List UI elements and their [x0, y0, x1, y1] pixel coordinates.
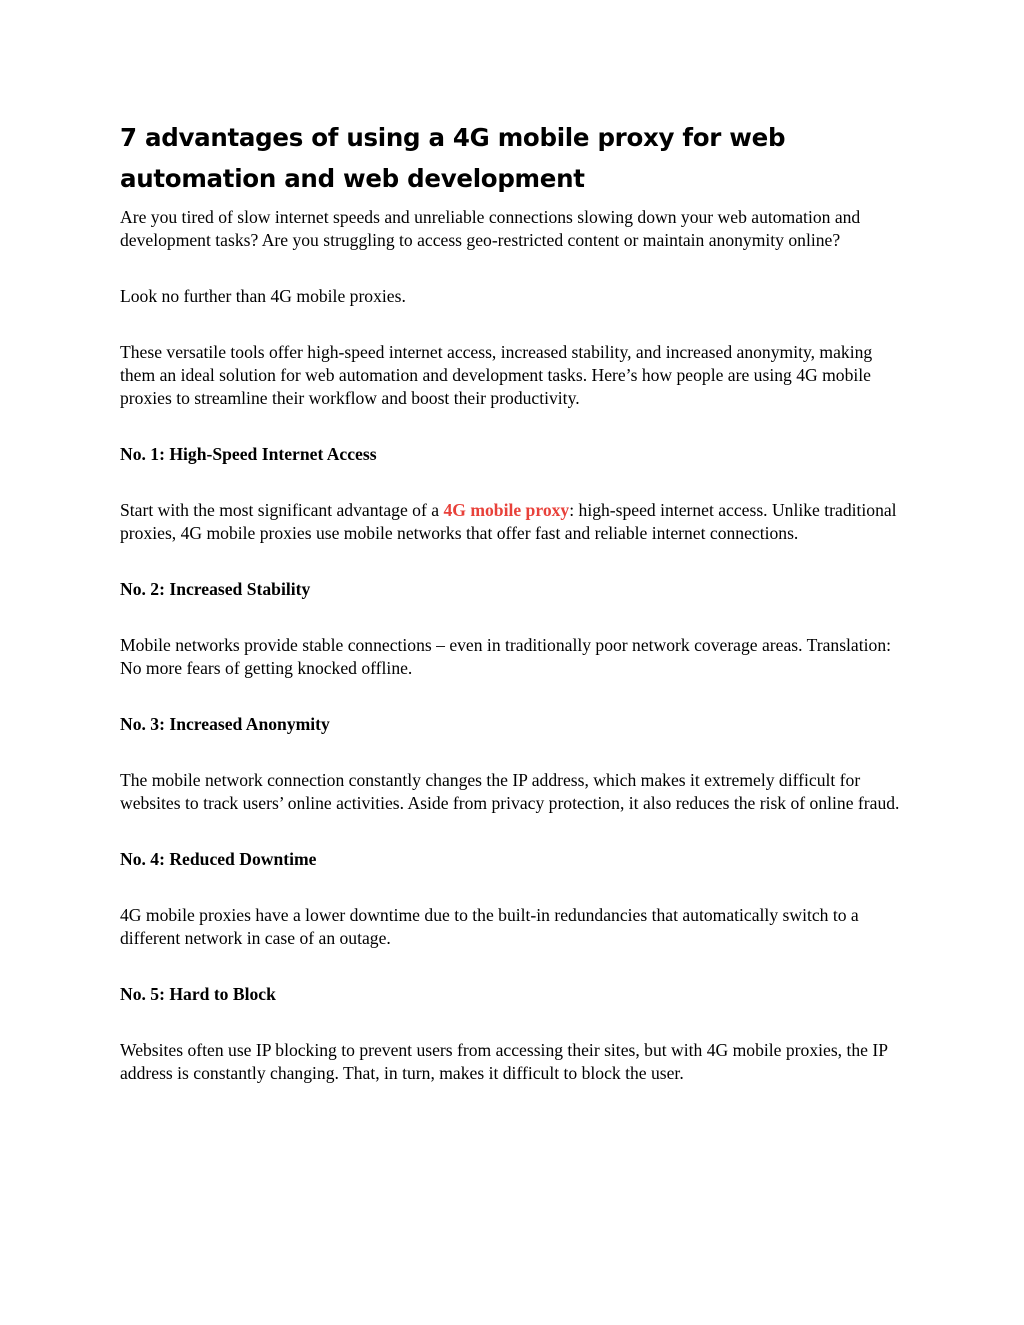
section-heading-3: No. 3: Increased Anonymity	[120, 714, 330, 734]
section-heading-2: No. 2: Increased Stability	[120, 579, 311, 599]
section-body-1-start: Start with the most significant advantage of a	[120, 500, 444, 520]
section-body-2: Mobile networks provide stable connections – even in traditionally poor network coverage areas. Translation: No more fears of getting knocked offline.	[120, 635, 891, 678]
section-heading-5: No. 5: Hard to Block	[120, 984, 276, 1004]
intro-paragraph-1: Are you tired of slow internet speeds and unreliable connections slowing down your web automation and development tasks? Are you struggling to access geo-restricted content or maintain anonymity online?	[120, 207, 861, 250]
document-content	[120, 117, 910, 1085]
section-heading-1: No. 1: High-Speed Internet Access	[120, 444, 377, 464]
section-heading-4: No. 4: Reduced Downtime	[120, 849, 317, 869]
section-body-4: 4G mobile proxies have a lower downtime due to the built-in redundancies that automatically switch to a different network in case of an outage.	[120, 905, 859, 948]
document-title: 7 advantages of using a 4G mobile proxy for web automation and web development	[120, 123, 786, 193]
section-body-1	[120, 499, 910, 545]
section-body-3: The mobile network connection constantly changes the IP address, which makes it extremely difficult for websites to track users’ online activities. Aside from privacy protection, it also reduces the risk of online fraud.	[120, 770, 900, 813]
intro-paragraph-2: Look no further than 4G mobile proxies.	[120, 286, 406, 306]
intro-paragraph-3: These versatile tools offer high-speed internet access, increased stability, and increased anonymity, making them an ideal solution for web automation and development tasks. Here’s how people are using 4G mobile proxies to streamline their workflow and boost their productivity.	[120, 342, 873, 408]
4g-mobile-proxy-link[interactable]: 4G mobile proxy	[443, 500, 570, 520]
section-body-5: Websites often use IP blocking to prevent users from accessing their sites, but with 4G mobile proxies, the IP address is constantly changing. That, in turn, makes it difficult to block the user.	[120, 1040, 888, 1083]
section-body-1-end: : high-speed internet access. Unlike traditional proxies, 4G mobile proxies use mobile networks that offer fast and reliable internet connections.	[120, 500, 897, 543]
